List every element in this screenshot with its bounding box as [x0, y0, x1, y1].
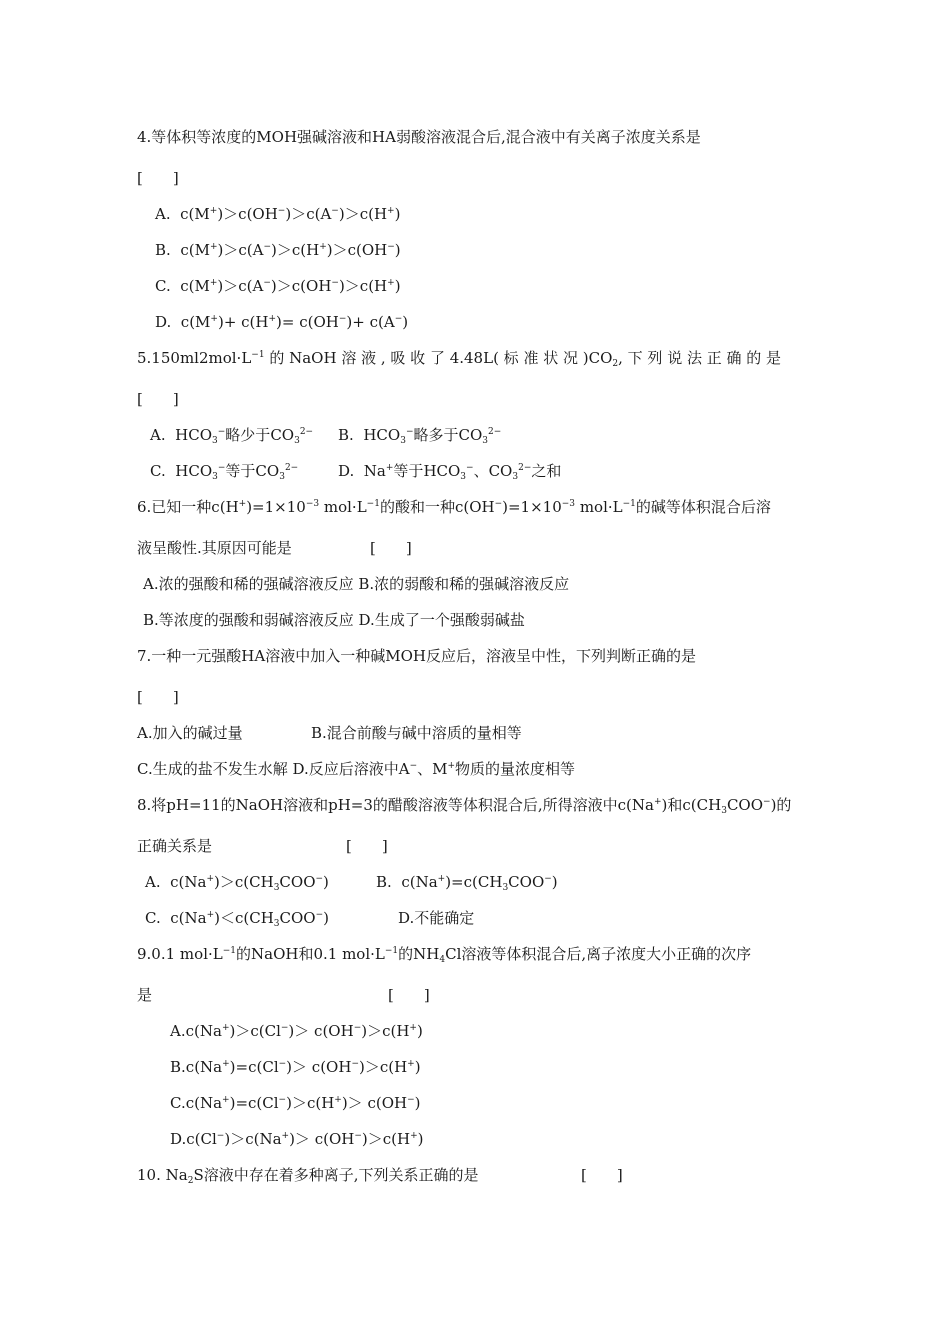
- q4-stem-text: 4.等体积等浓度的MOH强碱溶液和HA弱酸溶液混合后,混合液中有关离子浓度关系是: [137, 128, 701, 146]
- q7-option-b: B.混合前酸与碱中溶质的量相等: [311, 724, 522, 742]
- q5-answer-bracket: [ ]: [137, 390, 179, 408]
- q10-answer-bracket: [ ]: [581, 1166, 623, 1184]
- q4-option-c: C. c(M+)＞c(A−)＞c(OH−)＞c(H+): [155, 277, 401, 295]
- q8-answer-bracket: [ ]: [346, 837, 388, 855]
- q8-option-d: D.不能确定: [398, 909, 475, 927]
- q4-option-b: B. c(M+)＞c(A−)＞c(H+)＞c(OH−): [155, 241, 401, 259]
- q8-option-c: C. $c(Na^+)<c(CH_3COO^-)$: [145, 909, 330, 929]
- q9-option-c: C.c(Na+)=c(Cl−)＞c(H+)＞ c(OH−): [170, 1094, 421, 1112]
- q6-stem-line2: 液呈酸性.其原因可能是: [137, 539, 292, 557]
- q8-option-b: B. $c(Na^+)=c(CH_3COO^-)$: [376, 873, 558, 893]
- q7-options-cd: C.生成的盐不发生水解 D.反应后溶液中A−、M+物质的量浓度相等: [137, 760, 576, 778]
- q7-stem: 7.一种一元强酸HA溶液中加入一种碱MOH反应后，溶液呈中性，下列判断正确的是: [137, 647, 696, 665]
- q9-option-a: A.c(Na+)＞c(Cl−)＞ c(OH−)＞c(H+): [170, 1022, 423, 1040]
- q9-option-b: B.c(Na+)=c(Cl−)＞ c(OH−)＞c(H+): [170, 1058, 421, 1076]
- q9-stem: 9.0.1 $mol\cdot L^{-1}$的NaOH和0.1 $mol\cdot L^{-1}$的$NH_4Cl$溶液等体积混合后,离子浓度大小正确的次序: [137, 945, 752, 965]
- q4-option-d: D. c(M+)+ c(H+)= c(OH−)+ c(A−): [155, 313, 409, 331]
- q5-option-b: B. $HCO_3^-$略多于$CO_3^{2-}$: [338, 426, 502, 446]
- q6-answer-bracket: [ ]: [370, 539, 412, 557]
- q7-answer-bracket: [ ]: [137, 688, 179, 706]
- q4-answer-bracket: [ ]: [137, 169, 179, 187]
- q8-option-a: A. $c(Na^+)>c(CH_3COO^-)$: [145, 873, 329, 893]
- q4-option-a: A. c(M+)＞c(OH−)＞c(A−)＞c(H+): [155, 205, 401, 223]
- q6-stem: 6.已知一种$c(H^+)=1\times 10^{-3}$ $mol\cdot L^{-1}$的酸和一种$c(OH^-)=1\times 10^{-3}$ $mol\cdot L^{-1}$的碱等体积混合后溶: [137, 498, 771, 516]
- q5-option-a: A. $HCO_3^-$略少于$CO_3^{2-}$: [150, 426, 314, 446]
- q5-stem: $5.150ml2mol\cdot L^{-1}$ 的 NaOH 溶 液 , 吸 收 了 4.48L( 标 准 状 况 )$CO_2$, 下 列 说 法 正 确 的 是: [137, 349, 782, 369]
- q5-option-d: D. Na+等于$HCO_3^-$、$CO_3^{2-}$之和: [338, 462, 562, 482]
- q5-option-c: C. $HCO_3^-$等于$CO_3^{2-}$: [150, 462, 299, 482]
- q9-option-d: D.c(Cl−)＞c(Na+)＞ c(OH−)＞c(H+): [170, 1130, 424, 1148]
- q6-options-cd: B.等浓度的强酸和弱碱溶液反应 D.生成了一个强酸弱碱盐: [143, 611, 525, 629]
- q10-stem: 10. $Na_2S$溶液中存在着多种离子,下列关系正确的是: [137, 1166, 479, 1186]
- q9-answer-bracket: [ ]: [388, 986, 430, 1004]
- q8-stem: 8.将pH=11的NaOH溶液和pH=3的醋酸溶液等体积混合后,所得溶液中c(Na+)和$c(CH_3COO^-)$的: [137, 796, 792, 816]
- q7-option-a: A.加入的碱过量: [137, 724, 243, 742]
- q9-stem-line2: 是: [137, 986, 153, 1004]
- q8-stem-line2: 正确关系是: [137, 837, 213, 855]
- q6-options-ab: A.浓的强酸和稀的强碱溶液反应 B.浓的弱酸和稀的强碱溶液反应: [143, 575, 570, 593]
- q4-stem: [137, 127, 701, 147]
